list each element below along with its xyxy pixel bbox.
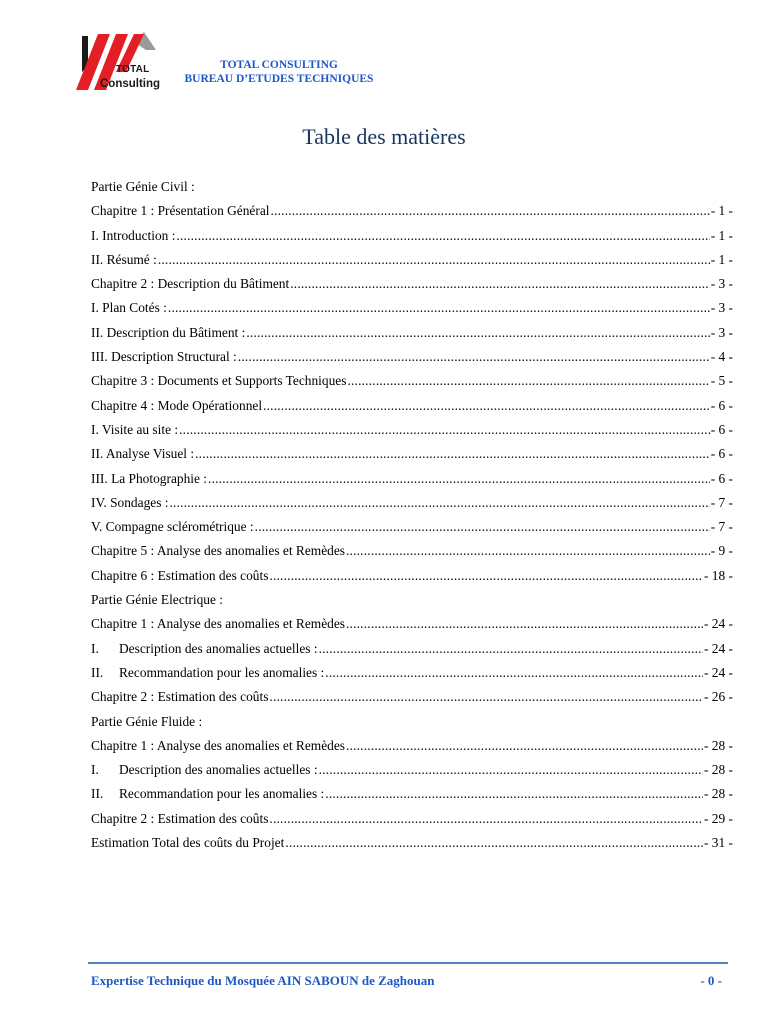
- footer-title: Expertise Technique du Mosquée AIN SABOUN de Zaghouan: [91, 973, 435, 988]
- toc-entry-label: III. Description Structural :: [91, 349, 237, 365]
- toc-entry-label: Chapitre 5 : Analyse des anomalies et Remèdes: [91, 543, 345, 559]
- toc-dot-leader: [271, 199, 710, 223]
- toc-dot-leader: [176, 224, 709, 248]
- toc-entry-label: Recommandation pour les anomalies :: [119, 786, 325, 802]
- toc-page-number: - 7 -: [710, 519, 733, 535]
- toc-entry-label: Description des anomalies actuelles :: [119, 640, 318, 656]
- toc-entry[interactable]: [91, 224, 733, 248]
- toc-entry[interactable]: [91, 637, 733, 661]
- toc-dot-leader: [269, 807, 703, 831]
- toc-entry-label: Chapitre 4 : Mode Opérationnel: [91, 397, 263, 413]
- toc-entry[interactable]: [91, 467, 733, 491]
- toc-dot-leader: [255, 515, 710, 539]
- toc-entry-label: Chapitre 2 : Estimation des coûts: [91, 810, 269, 826]
- toc-entry[interactable]: [91, 685, 733, 709]
- company-name-block: [164, 58, 394, 86]
- toc-entry-number: I.: [91, 640, 99, 656]
- toc-page-number: - 24 -: [703, 616, 733, 632]
- toc-entry-label: I. Introduction :: [91, 227, 176, 243]
- logo-total-text: TOTAL: [116, 64, 150, 75]
- toc-entry[interactable]: [91, 272, 733, 296]
- toc-page-number: - 1 -: [710, 251, 733, 267]
- toc-section-heading: [91, 588, 733, 612]
- toc-entry-label: IV. Sondages :: [91, 494, 169, 510]
- toc-dot-leader: [285, 831, 703, 855]
- toc-page-number: - 1 -: [710, 203, 733, 219]
- toc-page-number: - 28 -: [703, 786, 733, 802]
- toc-dot-leader: [238, 345, 710, 369]
- toc-dot-leader: [195, 442, 710, 466]
- toc-entry[interactable]: [91, 296, 733, 320]
- toc-page-number: - 24 -: [703, 664, 733, 680]
- toc-dot-leader: [325, 782, 703, 806]
- toc-entry[interactable]: [91, 661, 733, 685]
- toc-entry[interactable]: [91, 515, 733, 539]
- company-logo: [76, 32, 160, 94]
- toc-page-number: - 26 -: [703, 689, 733, 705]
- toc-entry-label: Chapitre 2 : Estimation des coûts: [91, 689, 269, 705]
- toc-entry-number: I.: [91, 762, 99, 778]
- toc-entry[interactable]: [91, 491, 733, 515]
- toc-dot-leader: [319, 758, 703, 782]
- toc-entry-number: II.: [91, 664, 104, 680]
- toc-page-number: - 28 -: [703, 737, 733, 753]
- toc-entry-label: II. Description du Bâtiment :: [91, 324, 246, 340]
- toc-entry-label: I. Plan Cotés :: [91, 300, 167, 316]
- toc-page-number: - 29 -: [703, 810, 733, 826]
- toc-entry[interactable]: [91, 345, 733, 369]
- toc-entry[interactable]: [91, 369, 733, 393]
- toc-entry-label: Partie Génie Fluide :: [91, 713, 203, 729]
- toc-dot-leader: [346, 612, 703, 636]
- toc-entry-label: II. Résumé :: [91, 251, 157, 267]
- toc-entry[interactable]: [91, 418, 733, 442]
- toc-page-number: - 6 -: [710, 421, 733, 437]
- toc-entry-label: Recommandation pour les anomalies :: [119, 664, 325, 680]
- toc-entry[interactable]: [91, 321, 733, 345]
- document-header: [76, 32, 396, 96]
- toc-page-number: - 4 -: [710, 349, 733, 365]
- toc-entry[interactable]: [91, 807, 733, 831]
- toc-dot-leader: [179, 418, 710, 442]
- toc-page-number: - 3 -: [710, 276, 733, 292]
- toc-entry[interactable]: [91, 442, 733, 466]
- toc-page-number: - 3 -: [710, 300, 733, 316]
- toc-entry-label: III. La Photographie :: [91, 470, 208, 486]
- toc-page-number: - 7 -: [710, 494, 733, 510]
- toc-page-number: - 9 -: [710, 543, 733, 559]
- toc-entry-label: Estimation Total des coûts du Projet: [91, 835, 285, 851]
- toc-page-number: - 1 -: [710, 227, 733, 243]
- toc-entry[interactable]: [91, 199, 733, 223]
- toc-dot-leader: [325, 661, 703, 685]
- toc-entry[interactable]: [91, 539, 733, 563]
- toc-dot-leader: [208, 467, 710, 491]
- toc-entry[interactable]: [91, 248, 733, 272]
- toc-entry-label: Chapitre 1 : Analyse des anomalies et Remèdes: [91, 737, 345, 753]
- toc-entry[interactable]: [91, 394, 733, 418]
- toc-page-number: - 3 -: [710, 324, 733, 340]
- logo-consulting-text: Consulting: [100, 78, 161, 90]
- toc-dot-leader: [246, 321, 709, 345]
- toc-entry-number: II.: [91, 786, 104, 802]
- toc-entry-label: Chapitre 1 : Présentation Général: [91, 203, 270, 219]
- toc-dot-leader: [269, 685, 703, 709]
- toc-entry[interactable]: [91, 612, 733, 636]
- toc-dot-leader: [170, 491, 710, 515]
- toc-entry[interactable]: [91, 831, 733, 855]
- toc-page-number: - 24 -: [703, 640, 733, 656]
- toc-entry-label: V. Compagne sclérométrique :: [91, 519, 254, 535]
- toc-entry[interactable]: [91, 734, 733, 758]
- toc-page-number: - 31 -: [703, 835, 733, 851]
- toc-entry-label: Partie Génie Electrique :: [91, 592, 223, 608]
- toc-page-number: - 5 -: [710, 373, 733, 389]
- toc-entry-label: Chapitre 3 : Documents et Supports Techniques: [91, 373, 347, 389]
- toc-entry[interactable]: [91, 758, 733, 782]
- page-title: Table des matières: [302, 124, 466, 149]
- toc-dot-leader: [346, 539, 710, 563]
- toc-page-number: - 28 -: [703, 762, 733, 778]
- toc-dot-leader: [346, 734, 703, 758]
- toc-dot-leader: [263, 394, 710, 418]
- toc-dot-leader: [168, 296, 710, 320]
- table-of-contents: [91, 175, 733, 855]
- toc-dot-leader: [290, 272, 709, 296]
- toc-entry-label: I. Visite au site :: [91, 421, 179, 437]
- toc-entry-label: Chapitre 2 : Description du Bâtiment: [91, 276, 290, 292]
- toc-page-number: - 6 -: [710, 470, 733, 486]
- toc-entry-label: II. Analyse Visuel :: [91, 446, 195, 462]
- toc-section-heading: [91, 710, 733, 734]
- toc-entry-label: Partie Génie Civil :: [91, 179, 195, 194]
- toc-dot-leader: [347, 369, 709, 393]
- toc-dot-leader: [158, 248, 710, 272]
- toc-entry-label: Chapitre 6 : Estimation des coûts: [91, 567, 269, 583]
- company-name: TOTAL CONSULTING: [220, 59, 338, 71]
- company-subtitle: BUREAU D’ETUDES TECHNIQUES: [184, 73, 374, 85]
- footer-divider: [88, 962, 728, 964]
- toc-entry[interactable]: [91, 782, 733, 806]
- toc-page-number: - 18 -: [703, 567, 733, 583]
- footer-page-number: - 0 -: [700, 973, 722, 988]
- toc-page-number: - 6 -: [710, 446, 733, 462]
- toc-entry-label: Chapitre 1 : Analyse des anomalies et Remèdes: [91, 616, 345, 632]
- toc-section-heading: [91, 175, 733, 199]
- toc-entry-label: Description des anomalies actuelles :: [119, 762, 318, 778]
- toc-entry[interactable]: [91, 564, 733, 588]
- toc-dot-leader: [319, 637, 703, 661]
- toc-dot-leader: [269, 564, 703, 588]
- toc-page-number: - 6 -: [710, 397, 733, 413]
